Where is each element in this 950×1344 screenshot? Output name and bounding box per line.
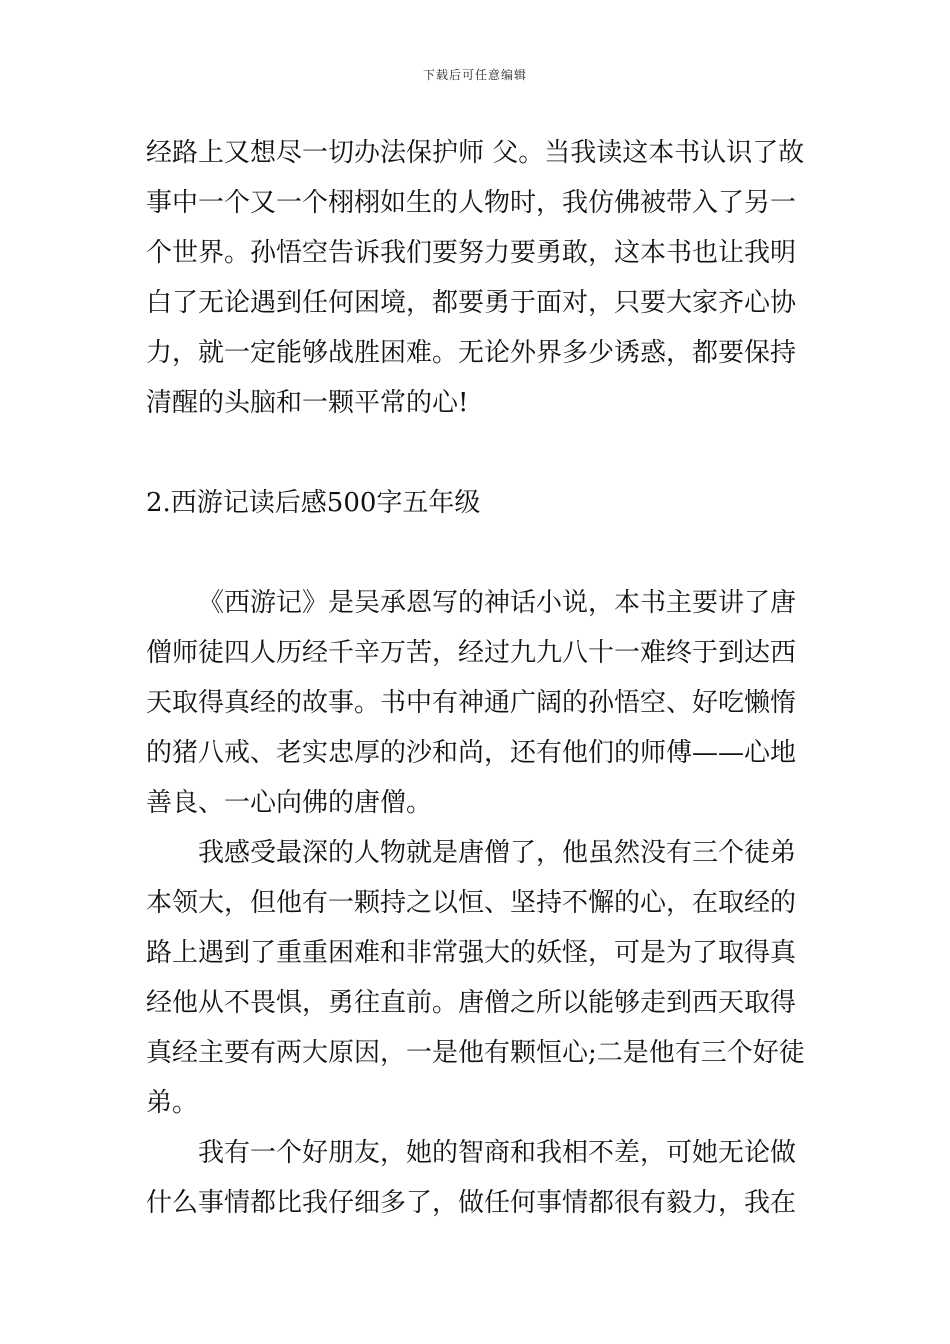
text-line: 我感受最深的人物就是唐僧了，他虽然没有三个徒弟: [198, 838, 797, 868]
paragraph-4: [146, 1128, 808, 1228]
text-line: 清醒的头脑和一颗平常的心!: [146, 388, 469, 418]
paragraph-2: [146, 578, 808, 828]
text-line: 天取得真经的故事。书中有神通广阔的孙悟空、好吃懒惰: [146, 688, 797, 718]
text-line: 本领大，但他有一颗持之以恒、坚持不懈的心，在取经的: [146, 888, 797, 918]
text-line: 我有一个好朋友，她的智商和我相不差，可她无论做: [198, 1138, 797, 1168]
text-line: 善良、一心向佛的唐僧。: [146, 788, 433, 818]
text-line: 经路上又想尽一切办法保护师 父。当我读这本书认识了故: [146, 138, 805, 168]
text-line: 事中一个又一个栩栩如生的人物时，我仿佛被带入了另一: [146, 188, 797, 218]
text-line: 僧师徒四人历经千辛万苦，经过九九八十一难终于到达西: [146, 638, 797, 668]
text-line: 白了无论遇到任何困境，都要勇于面对，只要大家齐心协: [146, 288, 797, 318]
text-line: 的猪八戒、老实忠厚的沙和尚，还有他们的师傅——心地: [146, 738, 797, 768]
text-line: 经他从不畏惧，勇往直前。唐僧之所以能够走到西天取得: [146, 988, 797, 1018]
header-note: 下载后可任意编辑: [422, 68, 527, 82]
paragraph-1: [146, 128, 808, 428]
paragraph-3: [146, 828, 808, 1128]
text-line: 路上遇到了重重困难和非常强大的妖怪，可是为了取得真: [146, 938, 797, 968]
text-line: 个世界。孙悟空告诉我们要努力要勇敢，这本书也让我明: [146, 238, 797, 268]
section-heading: 2.西游记读后感500字五年级: [146, 488, 481, 518]
text-line: 力，就一定能够战胜困难。无论外界多少诱惑，都要保持: [146, 338, 797, 368]
text-line: 《西游记》是吴承恩写的神话小说，本书主要讲了唐: [198, 588, 797, 618]
blank-line: [146, 528, 808, 578]
blank-line: [146, 428, 808, 478]
text-line: 真经主要有两大原因，一是他有颗恒心;二是他有三个好徒: [146, 1038, 805, 1068]
text-line: 弟。: [146, 1088, 199, 1118]
text-line: 什么事情都比我仔细多了，做任何事情都很有毅力，我在: [146, 1188, 797, 1218]
document-body: [146, 128, 808, 1228]
